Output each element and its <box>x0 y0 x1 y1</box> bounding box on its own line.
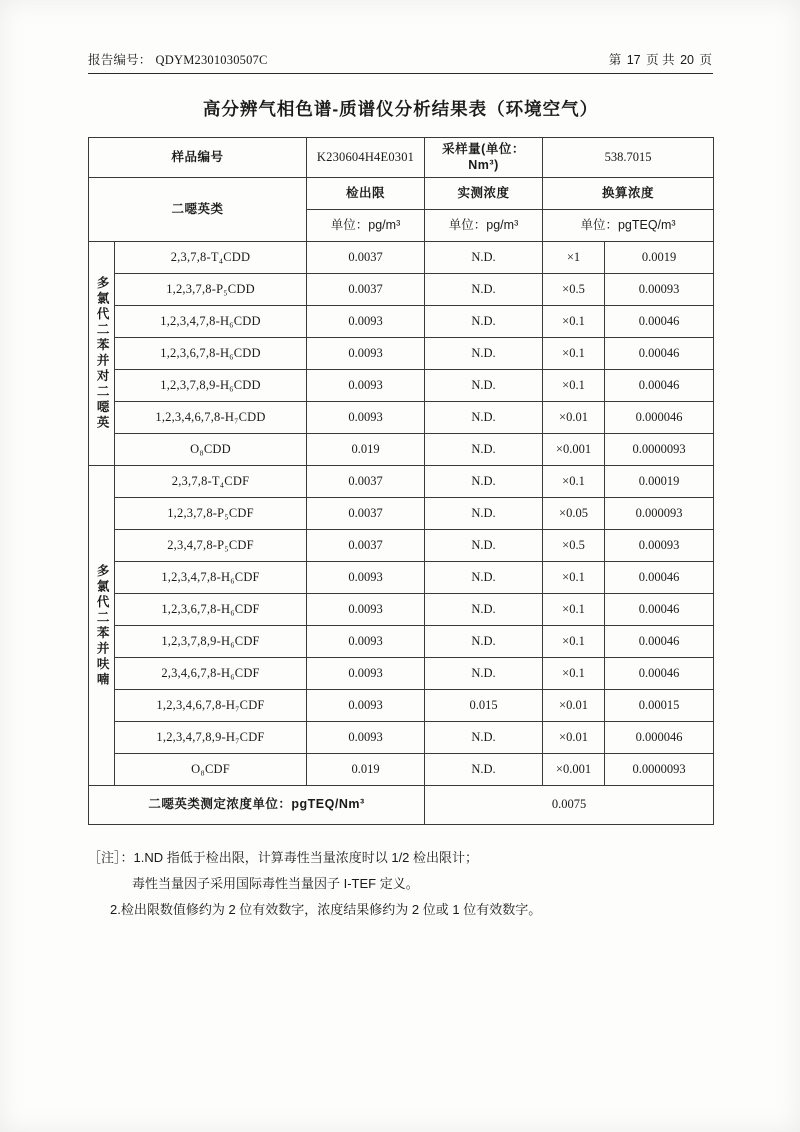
measured-value: 0.015 <box>425 690 543 722</box>
congener-name: 1,2,3,7,8,9-H₆CDF <box>115 626 307 658</box>
detect-limit-value: 0.0093 <box>307 722 425 754</box>
page-suffix: 页 <box>699 53 712 67</box>
table-row <box>89 370 714 402</box>
detect-limit-value: 0.0037 <box>307 274 425 306</box>
footnotes <box>88 845 713 923</box>
converted-value: 0.000093 <box>605 498 714 530</box>
detect-limit-value: 0.0093 <box>307 594 425 626</box>
measured-value: N.D. <box>425 434 543 466</box>
congener-name: O₈CDF <box>115 754 307 786</box>
detect-limit-value: 0.0093 <box>307 562 425 594</box>
converted-value: 0.00046 <box>605 338 714 370</box>
volume-label: 采样量(单位：Nm³) <box>425 138 543 178</box>
detect-limit-value: 0.0037 <box>307 498 425 530</box>
table-row-colheads <box>89 178 714 210</box>
col-measured: 实测浓度 <box>425 178 543 210</box>
measured-value: N.D. <box>425 306 543 338</box>
unit-converted: 单位：pgTEQ/m³ <box>543 210 714 242</box>
measured-value: N.D. <box>425 754 543 786</box>
measured-value: N.D. <box>425 402 543 434</box>
converted-value: 0.00019 <box>605 466 714 498</box>
measured-value: N.D. <box>425 466 543 498</box>
table-row <box>89 466 714 498</box>
measured-value: N.D. <box>425 242 543 274</box>
table-row <box>89 498 714 530</box>
table-row <box>89 306 714 338</box>
page-header <box>88 50 713 74</box>
page-total: 20 <box>680 53 694 67</box>
congener-name: 1,2,3,6,7,8-H₆CDF <box>115 594 307 626</box>
group-label-pcdf-text: 多氯代二苯并呋喃 <box>95 563 110 688</box>
table-row <box>89 562 714 594</box>
converted-value: 0.0000093 <box>605 754 714 786</box>
page-prefix: 第 <box>608 53 622 67</box>
detect-limit-value: 0.0093 <box>307 658 425 690</box>
measured-value: N.D. <box>425 626 543 658</box>
detect-limit-value: 0.0093 <box>307 306 425 338</box>
report-number <box>88 50 268 68</box>
congener-name: 1,2,3,7,8-P₅CDF <box>115 498 307 530</box>
tef-factor: ×1 <box>543 242 605 274</box>
converted-value: 0.00046 <box>605 658 714 690</box>
congener-name: 1,2,3,4,7,8-H₆CDF <box>115 562 307 594</box>
page-mid: 页 共 <box>646 53 675 67</box>
detect-limit-value: 0.0093 <box>307 402 425 434</box>
converted-value: 0.00015 <box>605 690 714 722</box>
congener-name: 2,3,7,8-T₄CDD <box>115 242 307 274</box>
table-row <box>89 626 714 658</box>
table-row <box>89 530 714 562</box>
detect-limit-value: 0.0037 <box>307 530 425 562</box>
tef-factor: ×0.5 <box>543 530 605 562</box>
tef-factor: ×0.001 <box>543 434 605 466</box>
converted-value: 0.00046 <box>605 370 714 402</box>
tef-factor: ×0.01 <box>543 722 605 754</box>
tef-factor: ×0.1 <box>543 466 605 498</box>
congener-name: 1,2,3,6,7,8-H₆CDD <box>115 338 307 370</box>
tef-factor: ×0.05 <box>543 498 605 530</box>
converted-value: 0.0019 <box>605 242 714 274</box>
congener-name: 1,2,3,4,6,7,8-H₇CDD <box>115 402 307 434</box>
detect-limit-value: 0.0037 <box>307 242 425 274</box>
detect-limit-value: 0.0093 <box>307 338 425 370</box>
detect-limit-value: 0.0093 <box>307 370 425 402</box>
measured-value: N.D. <box>425 498 543 530</box>
table-row <box>89 658 714 690</box>
tef-factor: ×0.5 <box>543 274 605 306</box>
congener-name: 2,3,7,8-T₄CDF <box>115 466 307 498</box>
congener-name: 2,3,4,6,7,8-H₆CDF <box>115 658 307 690</box>
converted-value: 0.000046 <box>605 722 714 754</box>
tef-factor: ×0.1 <box>543 626 605 658</box>
table-row <box>89 434 714 466</box>
unit-measured: 单位：pg/m³ <box>425 210 543 242</box>
table-row <box>89 338 714 370</box>
table-row-total <box>89 786 714 825</box>
table-row <box>89 242 714 274</box>
tef-factor: ×0.1 <box>543 658 605 690</box>
converted-value: 0.00046 <box>605 562 714 594</box>
unit-detect-limit: 单位：pg/m³ <box>307 210 425 242</box>
group-label-pcdd <box>89 242 115 466</box>
converted-value: 0.00093 <box>605 274 714 306</box>
tef-factor: ×0.001 <box>543 754 605 786</box>
detect-limit-value: 0.019 <box>307 754 425 786</box>
measured-value: N.D. <box>425 562 543 594</box>
congener-name: O₈CDD <box>115 434 307 466</box>
tef-factor: ×0.1 <box>543 562 605 594</box>
measured-value: N.D. <box>425 274 543 306</box>
total-value: 0.0075 <box>425 786 714 825</box>
page-title: 高分辨气相色谱-质谱仪分析结果表（环境空气） <box>202 99 599 119</box>
detect-limit-value: 0.019 <box>307 434 425 466</box>
congener-name: 1,2,3,7,8,9-H₆CDD <box>115 370 307 402</box>
report-number-value: QDYM2301030507C <box>155 53 268 67</box>
converted-value: 0.000046 <box>605 402 714 434</box>
total-label: 二噁英类测定浓度单位：pgTEQ/Nm³ <box>89 786 425 825</box>
congener-name: 1,2,3,4,6,7,8-H₇CDF <box>115 690 307 722</box>
sample-no-label: 样品编号 <box>89 138 307 178</box>
table-row <box>89 402 714 434</box>
table-row <box>89 754 714 786</box>
converted-value: 0.00093 <box>605 530 714 562</box>
congener-name: 1,2,3,4,7,8,9-H₇CDF <box>115 722 307 754</box>
footnote-line-2: 毒性当量因子采用国际毒性当量因子 I-TEF 定义。 <box>132 876 419 892</box>
table-row <box>89 594 714 626</box>
detect-limit-value: 0.0093 <box>307 626 425 658</box>
page-current: 17 <box>626 53 641 67</box>
tef-factor: ×0.1 <box>543 594 605 626</box>
report-number-label: 报告编号： <box>88 53 152 67</box>
converted-value: 0.0000093 <box>605 434 714 466</box>
page-indicator <box>608 50 713 68</box>
converted-value: 0.00046 <box>605 306 714 338</box>
tef-factor: ×0.1 <box>543 306 605 338</box>
tef-factor: ×0.01 <box>543 690 605 722</box>
measured-value: N.D. <box>425 338 543 370</box>
detect-limit-value: 0.0093 <box>307 690 425 722</box>
col-detect-limit: 检出限 <box>307 178 425 210</box>
converted-value: 0.00046 <box>605 626 714 658</box>
group-label-pcdd-text: 多氯代二苯并对二噁英 <box>95 276 110 432</box>
congener-name: 2,3,4,7,8-P₅CDF <box>115 530 307 562</box>
page-content <box>88 50 713 923</box>
table-row-sample <box>89 138 714 178</box>
category-label: 二噁英类 <box>89 178 307 242</box>
group-label-pcdf <box>89 466 115 786</box>
detect-limit-value: 0.0037 <box>307 466 425 498</box>
sample-no-value: K230604H4E0301 <box>307 138 425 178</box>
volume-value: 538.7015 <box>543 138 714 178</box>
table-row <box>89 274 714 306</box>
measured-value: N.D. <box>425 722 543 754</box>
converted-value: 0.00046 <box>605 594 714 626</box>
measured-value: N.D. <box>425 594 543 626</box>
tef-factor: ×0.1 <box>543 370 605 402</box>
congener-name: 1,2,3,4,7,8-H₆CDD <box>115 306 307 338</box>
congener-name: 1,2,3,7,8-P₅CDD <box>115 274 307 306</box>
measured-value: N.D. <box>425 370 543 402</box>
measured-value: N.D. <box>425 530 543 562</box>
table-row <box>89 722 714 754</box>
table-row <box>89 690 714 722</box>
col-converted: 换算浓度 <box>543 178 714 210</box>
footnote-line-3: 2.检出限数值修约为 2 位有效数字，浓度结果修约为 2 位或 1 位有效数字。 <box>110 902 542 918</box>
measured-value: N.D. <box>425 658 543 690</box>
tef-factor: ×0.1 <box>543 338 605 370</box>
analysis-results-table <box>88 137 714 825</box>
tef-factor: ×0.01 <box>543 402 605 434</box>
footnote-line-1: ［注］：1.ND 指低于检出限，计算毒性当量浓度时以 1/2 检出限计； <box>88 850 479 866</box>
